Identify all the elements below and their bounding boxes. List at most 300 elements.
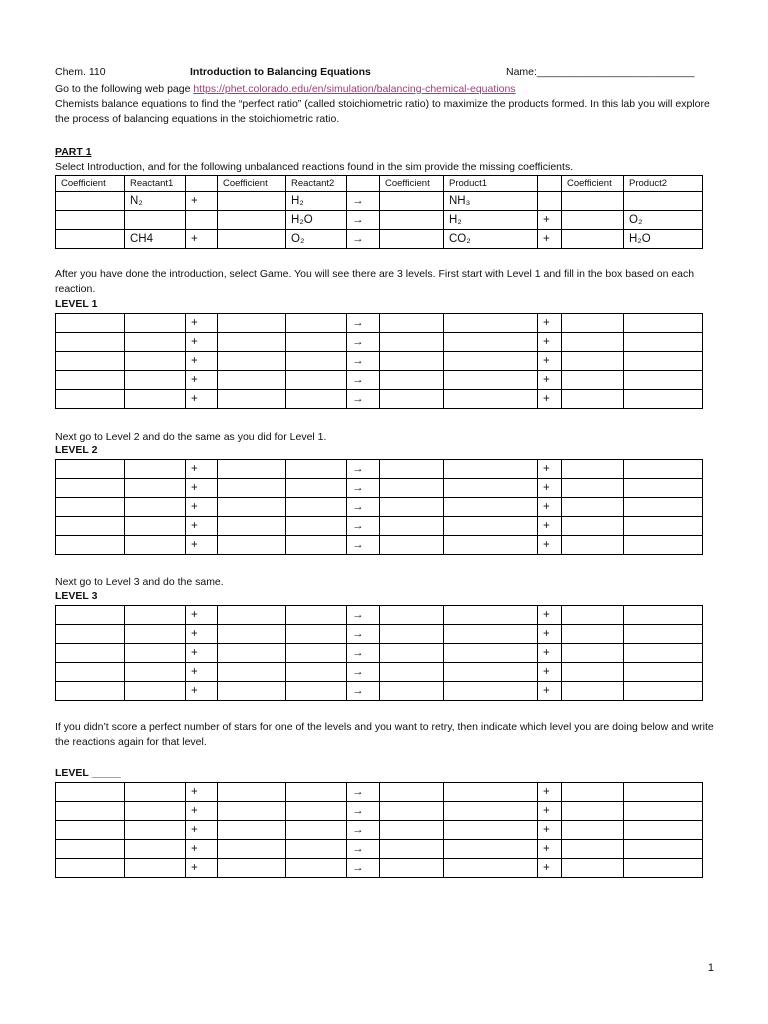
reaction-arrow: →: [347, 192, 380, 211]
reactant1-cell[interactable]: [125, 536, 186, 555]
reactant1-cell[interactable]: [125, 802, 186, 821]
plus-sign: +: [186, 352, 218, 371]
reactant2-cell[interactable]: [286, 663, 347, 682]
level3-table: [55, 605, 703, 701]
reactant2-cell[interactable]: [286, 371, 347, 390]
product1-cell[interactable]: [444, 644, 538, 663]
coefficient-cell[interactable]: [562, 230, 624, 249]
coefficient-cell[interactable]: [380, 644, 444, 663]
reaction-arrow: →: [347, 230, 380, 249]
part1-section: [55, 145, 715, 175]
product1-cell[interactable]: [444, 859, 538, 878]
table-row: [56, 460, 703, 479]
table-row: [56, 314, 703, 333]
worksheet-title: Introduction to Balancing Equations: [190, 66, 371, 78]
coefficient-cell[interactable]: [56, 192, 125, 211]
column-header: [538, 176, 562, 192]
coefficient-cell[interactable]: [56, 230, 125, 249]
plus-sign: +: [538, 211, 562, 230]
coefficient-cell[interactable]: [218, 211, 286, 230]
product2-cell[interactable]: [624, 371, 703, 390]
level3-intro: Next go to Level 3 and do the same.: [55, 576, 224, 588]
table-row: [56, 663, 703, 682]
coefficient-cell[interactable]: [562, 314, 624, 333]
table-row: [56, 536, 703, 555]
reactant2-cell[interactable]: [286, 536, 347, 555]
plus-sign: +: [538, 460, 562, 479]
reactant1-cell[interactable]: [125, 517, 186, 536]
plus-sign: +: [538, 390, 562, 409]
plus-sign: +: [538, 479, 562, 498]
coefficient-cell[interactable]: [562, 479, 624, 498]
coefficient-cell[interactable]: [380, 802, 444, 821]
plus-sign: +: [186, 192, 218, 211]
reaction-arrow: →: [347, 606, 380, 625]
coefficient-cell[interactable]: [218, 479, 286, 498]
table-row: [56, 498, 703, 517]
coefficient-cell[interactable]: [562, 390, 624, 409]
coefficient-cell[interactable]: [562, 352, 624, 371]
table-row: [56, 606, 703, 625]
coefficient-cell[interactable]: [56, 802, 125, 821]
reactant1-cell[interactable]: [125, 498, 186, 517]
coefficient-cell[interactable]: [218, 606, 286, 625]
reactant1-cell[interactable]: [125, 625, 186, 644]
coefficient-cell[interactable]: [56, 625, 125, 644]
coefficient-cell[interactable]: [218, 314, 286, 333]
product1-cell[interactable]: [444, 498, 538, 517]
plus-sign: +: [186, 314, 218, 333]
reactant2-cell[interactable]: [286, 606, 347, 625]
coefficient-cell[interactable]: [56, 606, 125, 625]
table-row: [56, 682, 703, 701]
reactant2-cell: H₂O: [286, 211, 347, 230]
plus-sign: +: [538, 230, 562, 249]
reactant2-cell: H₂: [286, 192, 347, 211]
level2-heading: LEVEL 2: [55, 444, 98, 456]
plus-sign: +: [186, 333, 218, 352]
product2-cell[interactable]: [624, 606, 703, 625]
coefficient-cell[interactable]: [380, 479, 444, 498]
coefficient-cell[interactable]: [56, 352, 125, 371]
coefficient-cell[interactable]: [380, 536, 444, 555]
column-header: Reactant2: [286, 176, 347, 192]
coefficient-cell[interactable]: [56, 479, 125, 498]
coefficient-cell[interactable]: [218, 625, 286, 644]
product2-cell[interactable]: [624, 390, 703, 409]
coefficient-cell[interactable]: [218, 192, 286, 211]
coefficient-cell[interactable]: [56, 390, 125, 409]
plus-sign: +: [538, 783, 562, 802]
table-row: [56, 821, 703, 840]
coefficient-cell[interactable]: [218, 390, 286, 409]
coefficient-cell[interactable]: [56, 682, 125, 701]
plus-sign: +: [538, 859, 562, 878]
reactant1-cell[interactable]: [125, 352, 186, 371]
coefficient-cell[interactable]: [380, 498, 444, 517]
coefficient-cell[interactable]: [562, 821, 624, 840]
reactant1-cell[interactable]: [125, 460, 186, 479]
product1-cell[interactable]: [444, 783, 538, 802]
coefficient-cell[interactable]: [56, 783, 125, 802]
plus-sign: +: [538, 840, 562, 859]
coefficient-cell[interactable]: [562, 663, 624, 682]
plus-sign: +: [186, 371, 218, 390]
product1-cell[interactable]: [444, 352, 538, 371]
product1-cell[interactable]: [444, 840, 538, 859]
reactant2-cell[interactable]: [286, 498, 347, 517]
coefficient-cell[interactable]: [218, 859, 286, 878]
coefficient-cell[interactable]: [56, 536, 125, 555]
reactant2-cell[interactable]: [286, 517, 347, 536]
course-label: Chem. 110: [55, 66, 106, 78]
coefficient-cell[interactable]: [218, 230, 286, 249]
product1-cell[interactable]: [444, 802, 538, 821]
reactant1-cell[interactable]: [125, 840, 186, 859]
table-row: [56, 333, 703, 352]
reaction-arrow: →: [347, 802, 380, 821]
coefficient-cell[interactable]: [56, 663, 125, 682]
product2-cell[interactable]: [624, 644, 703, 663]
product2-cell[interactable]: [624, 479, 703, 498]
column-header: Coefficient: [218, 176, 286, 192]
game-instruction: After you have done the introduction, select Game. You will see there are 3 levels. First start with Level 1 and fill in the box based on each reaction.: [55, 268, 695, 295]
product1-cell[interactable]: [444, 460, 538, 479]
coefficient-cell[interactable]: [218, 821, 286, 840]
reactant1-cell: [125, 211, 186, 230]
reaction-arrow: →: [347, 460, 380, 479]
coefficient-cell[interactable]: [380, 517, 444, 536]
coefficient-cell[interactable]: [56, 314, 125, 333]
level1-table: [55, 313, 703, 409]
coefficient-cell[interactable]: [218, 644, 286, 663]
product2-cell: O₂: [624, 211, 703, 230]
reaction-arrow: →: [347, 625, 380, 644]
coefficient-cell[interactable]: [380, 821, 444, 840]
reactant1-cell[interactable]: [125, 783, 186, 802]
reaction-arrow: →: [347, 663, 380, 682]
reactant1-cell[interactable]: [125, 333, 186, 352]
coefficient-cell[interactable]: [380, 314, 444, 333]
column-header: Coefficient: [380, 176, 444, 192]
plus-sign: +: [186, 606, 218, 625]
reactant1-cell[interactable]: [125, 644, 186, 663]
reactant2-cell[interactable]: [286, 821, 347, 840]
product2-cell[interactable]: [624, 314, 703, 333]
coefficient-cell[interactable]: [562, 606, 624, 625]
coefficient-cell[interactable]: [380, 371, 444, 390]
reactant1-cell[interactable]: [125, 479, 186, 498]
column-header: [347, 176, 380, 192]
plus-sign: +: [538, 663, 562, 682]
level3-heading: LEVEL 3: [55, 590, 98, 602]
coefficient-cell[interactable]: [562, 333, 624, 352]
product1-cell: NH₃: [444, 192, 538, 211]
coefficient-cell[interactable]: [380, 840, 444, 859]
table-row: [56, 352, 703, 371]
plus-sign: +: [538, 625, 562, 644]
product1-cell[interactable]: [444, 371, 538, 390]
reactant2-cell[interactable]: [286, 859, 347, 878]
plus-sign: +: [186, 460, 218, 479]
op-1-cell: [186, 211, 218, 230]
reaction-arrow: →: [347, 211, 380, 230]
table-row: [56, 859, 703, 878]
coefficient-cell[interactable]: [562, 682, 624, 701]
level2-intro: Next go to Level 2 and do the same as you did for Level 1.: [55, 431, 327, 443]
retry-level-heading: LEVEL _____: [55, 767, 121, 779]
plus-sign: +: [186, 821, 218, 840]
product2-cell[interactable]: [624, 517, 703, 536]
coefficient-cell[interactable]: [562, 840, 624, 859]
reactant1-cell[interactable]: [125, 390, 186, 409]
plus-sign: +: [538, 682, 562, 701]
product1-cell[interactable]: [444, 479, 538, 498]
reaction-arrow: →: [347, 390, 380, 409]
product2-cell: H₂O: [624, 230, 703, 249]
coefficient-cell[interactable]: [218, 682, 286, 701]
product2-cell[interactable]: [624, 840, 703, 859]
product2-cell[interactable]: [624, 625, 703, 644]
coefficient-cell[interactable]: [56, 859, 125, 878]
coefficient-cell[interactable]: [56, 371, 125, 390]
coefficient-cell[interactable]: [380, 606, 444, 625]
plus-sign: +: [538, 517, 562, 536]
coefficient-cell[interactable]: [562, 371, 624, 390]
coefficient-cell[interactable]: [56, 517, 125, 536]
product1-cell[interactable]: [444, 517, 538, 536]
coefficient-cell[interactable]: [218, 802, 286, 821]
coefficient-cell[interactable]: [380, 230, 444, 249]
reactant2-cell[interactable]: [286, 390, 347, 409]
reactant1-cell[interactable]: [125, 314, 186, 333]
page-number: 1: [707, 962, 714, 974]
reaction-arrow: →: [347, 682, 380, 701]
coefficient-cell[interactable]: [562, 783, 624, 802]
product1-cell[interactable]: [444, 333, 538, 352]
coefficient-cell[interactable]: [562, 192, 624, 211]
part1-table: [55, 175, 703, 249]
reaction-arrow: →: [347, 498, 380, 517]
product1-cell[interactable]: [444, 390, 538, 409]
table-row: [56, 517, 703, 536]
plus-sign: +: [186, 783, 218, 802]
reactant1-cell[interactable]: [125, 663, 186, 682]
part1-heading: PART 1: [55, 146, 92, 158]
coefficient-cell[interactable]: [380, 192, 444, 211]
reactant2-cell[interactable]: [286, 352, 347, 371]
plus-sign: +: [538, 802, 562, 821]
table-row: [56, 644, 703, 663]
table-row: [56, 192, 703, 211]
coefficient-cell[interactable]: [218, 536, 286, 555]
plus-sign: +: [538, 606, 562, 625]
product1-cell[interactable]: [444, 314, 538, 333]
product2-cell[interactable]: [624, 333, 703, 352]
coefficient-cell[interactable]: [562, 498, 624, 517]
plus-sign: +: [186, 536, 218, 555]
goto-line: [55, 82, 715, 97]
column-header: Product1: [444, 176, 538, 192]
reactant2-cell[interactable]: [286, 644, 347, 663]
product1-cell[interactable]: [444, 821, 538, 840]
column-header: Coefficient: [56, 176, 125, 192]
coefficient-cell[interactable]: [380, 859, 444, 878]
coefficient-cell[interactable]: [562, 802, 624, 821]
reaction-arrow: →: [347, 644, 380, 663]
reactant1-cell: N₂: [125, 192, 186, 211]
plus-sign: +: [186, 802, 218, 821]
table-row: [56, 371, 703, 390]
retry-table: [55, 782, 703, 878]
reaction-arrow: →: [347, 479, 380, 498]
coefficient-cell[interactable]: [218, 498, 286, 517]
coefficient-cell[interactable]: [56, 333, 125, 352]
product1-cell[interactable]: [444, 536, 538, 555]
level1-heading: LEVEL 1: [55, 298, 98, 310]
table-row: [56, 840, 703, 859]
reactant2-cell[interactable]: [286, 840, 347, 859]
table-row: [56, 390, 703, 409]
plus-sign: +: [186, 230, 218, 249]
table-row: [56, 211, 703, 230]
product2-cell[interactable]: [624, 460, 703, 479]
coefficient-cell[interactable]: [56, 840, 125, 859]
product2-cell[interactable]: [624, 663, 703, 682]
header: [55, 66, 705, 80]
coefficient-cell[interactable]: [380, 625, 444, 644]
reactant2-cell[interactable]: [286, 314, 347, 333]
coefficient-cell[interactable]: [56, 498, 125, 517]
table-row: [56, 230, 703, 249]
reactant2-cell[interactable]: [286, 682, 347, 701]
coefficient-cell[interactable]: [56, 211, 125, 230]
coefficient-cell[interactable]: [380, 460, 444, 479]
coefficient-cell[interactable]: [218, 663, 286, 682]
table-row: [56, 625, 703, 644]
plus-sign: +: [538, 644, 562, 663]
coefficient-cell[interactable]: [218, 460, 286, 479]
coefficient-cell[interactable]: [380, 333, 444, 352]
coefficient-cell[interactable]: [56, 821, 125, 840]
coefficient-cell[interactable]: [218, 371, 286, 390]
reactant1-cell: CH4: [125, 230, 186, 249]
product2-cell[interactable]: [624, 802, 703, 821]
reactant2-cell[interactable]: [286, 479, 347, 498]
simulation-link[interactable]: https://phet.colorado.edu/en/simulation/balancing-chemical-equations: [193, 83, 516, 95]
reactant1-cell[interactable]: [125, 682, 186, 701]
product2-cell[interactable]: [624, 859, 703, 878]
reactant1-cell[interactable]: [125, 859, 186, 878]
reactant2-cell: O₂: [286, 230, 347, 249]
coefficient-cell[interactable]: [562, 460, 624, 479]
plus-sign: +: [538, 352, 562, 371]
column-header: Reactant1: [125, 176, 186, 192]
reactant1-cell[interactable]: [125, 371, 186, 390]
reaction-arrow: →: [347, 371, 380, 390]
reactant1-cell[interactable]: [125, 821, 186, 840]
coefficient-cell[interactable]: [380, 390, 444, 409]
product1-cell[interactable]: [444, 606, 538, 625]
product1-cell: H₂: [444, 211, 538, 230]
product2-cell[interactable]: [624, 352, 703, 371]
reactant1-cell[interactable]: [125, 606, 186, 625]
reaction-arrow: →: [347, 314, 380, 333]
column-header: Product2: [624, 176, 703, 192]
table-row: [56, 479, 703, 498]
product1-cell[interactable]: [444, 663, 538, 682]
table-row: [56, 802, 703, 821]
product1-cell[interactable]: [444, 682, 538, 701]
reactant2-cell[interactable]: [286, 802, 347, 821]
plus-sign: +: [538, 821, 562, 840]
reaction-arrow: →: [347, 821, 380, 840]
part1-header-row: [56, 176, 703, 192]
plus-sign: +: [538, 371, 562, 390]
coefficient-cell[interactable]: [56, 460, 125, 479]
product1-cell[interactable]: [444, 625, 538, 644]
product2-cell[interactable]: [624, 783, 703, 802]
op-2-cell: [538, 192, 562, 211]
plus-sign: +: [186, 859, 218, 878]
coefficient-cell[interactable]: [380, 682, 444, 701]
plus-sign: +: [186, 663, 218, 682]
reactant2-cell[interactable]: [286, 625, 347, 644]
coefficient-cell[interactable]: [218, 517, 286, 536]
coefficient-cell[interactable]: [380, 783, 444, 802]
product2-cell[interactable]: [624, 536, 703, 555]
coefficient-cell[interactable]: [562, 625, 624, 644]
plus-sign: +: [186, 840, 218, 859]
coefficient-cell[interactable]: [562, 517, 624, 536]
product1-cell: CO₂: [444, 230, 538, 249]
product2-cell[interactable]: [624, 498, 703, 517]
coefficient-cell[interactable]: [562, 536, 624, 555]
reaction-arrow: →: [347, 783, 380, 802]
coefficient-cell[interactable]: [218, 333, 286, 352]
reactant2-cell[interactable]: [286, 783, 347, 802]
intro-description: Chemists balance equations to find the “perfect ratio” (called stoichiometric ratio) to maximize the products formed. In this lab you will explore the process of balancing equations in the stoichiometric ratio.: [55, 98, 710, 125]
coefficient-cell[interactable]: [562, 211, 624, 230]
product2-cell[interactable]: [624, 682, 703, 701]
plus-sign: +: [538, 314, 562, 333]
goto-text: Go to the following web page: [55, 83, 194, 95]
coefficient-cell[interactable]: [56, 644, 125, 663]
level2-table: [55, 459, 703, 555]
plus-sign: +: [538, 536, 562, 555]
reaction-arrow: →: [347, 840, 380, 859]
reactant2-cell[interactable]: [286, 333, 347, 352]
coefficient-cell[interactable]: [562, 859, 624, 878]
intro-paragraph: [55, 82, 715, 127]
coefficient-cell[interactable]: [218, 840, 286, 859]
coefficient-cell[interactable]: [562, 644, 624, 663]
coefficient-cell[interactable]: [380, 663, 444, 682]
plus-sign: +: [186, 644, 218, 663]
coefficient-cell[interactable]: [218, 352, 286, 371]
coefficient-cell[interactable]: [380, 352, 444, 371]
reactant2-cell[interactable]: [286, 460, 347, 479]
product2-cell[interactable]: [624, 821, 703, 840]
coefficient-cell[interactable]: [218, 783, 286, 802]
column-header: Coefficient: [562, 176, 624, 192]
coefficient-cell[interactable]: [380, 211, 444, 230]
table-row: [56, 783, 703, 802]
reaction-arrow: →: [347, 352, 380, 371]
reaction-arrow: →: [347, 536, 380, 555]
reaction-arrow: →: [347, 859, 380, 878]
plus-sign: +: [538, 498, 562, 517]
